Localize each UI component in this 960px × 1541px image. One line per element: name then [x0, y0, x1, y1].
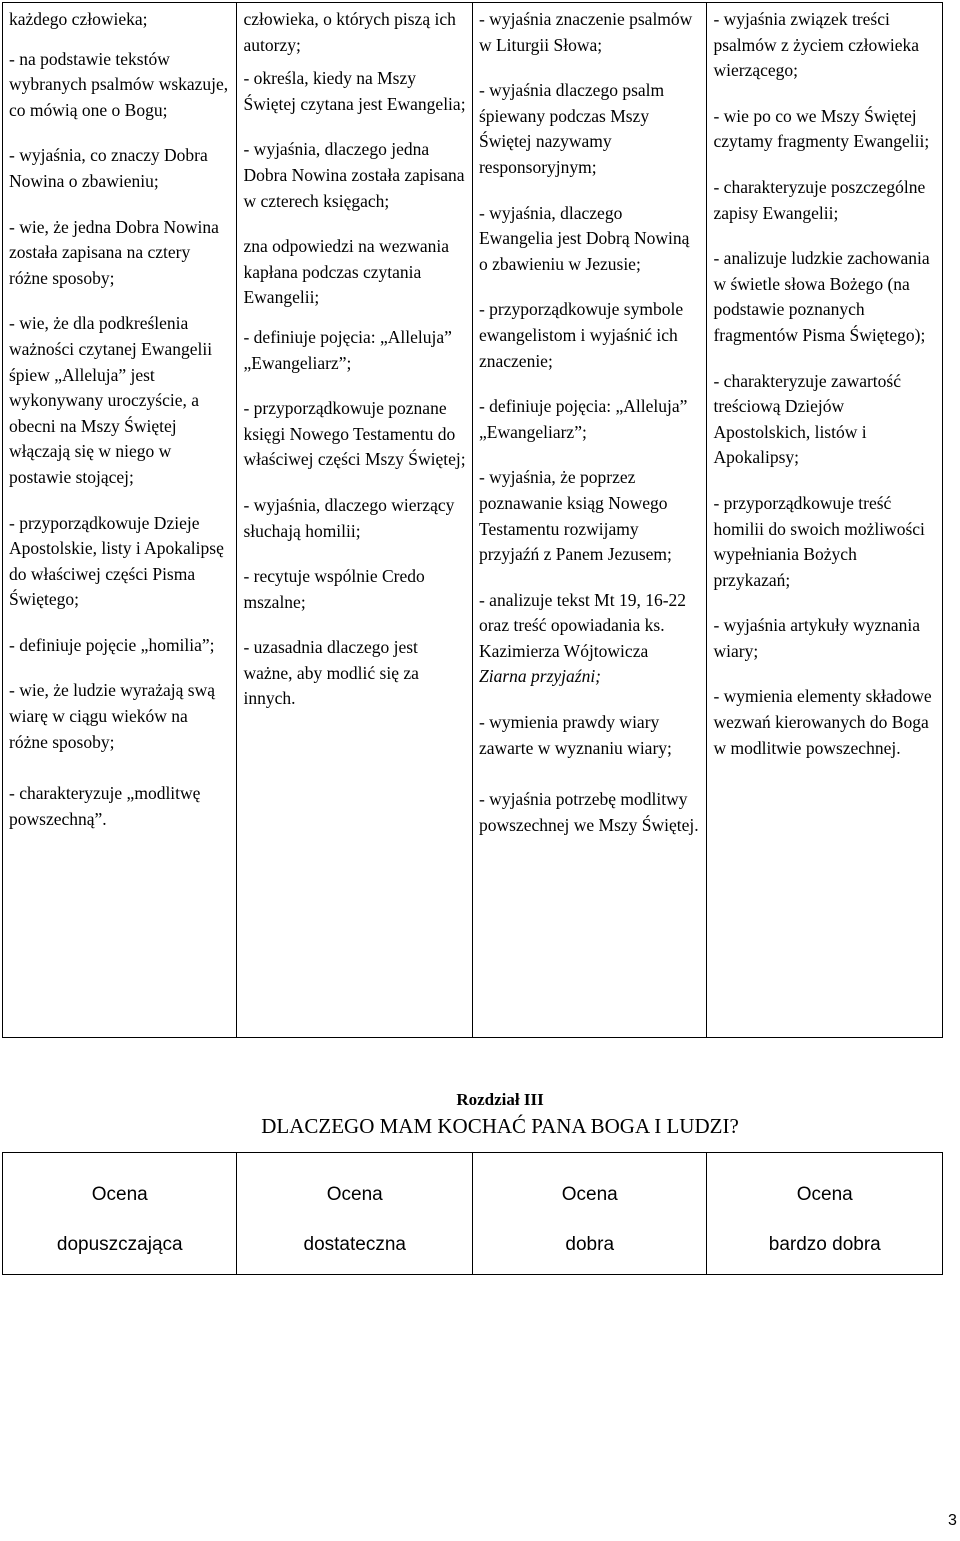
chapter-title: DLACZEGO MAM KOCHAĆ PANA BOGA I LUDZI? — [261, 1114, 739, 1138]
list-item: - wyjaśnia, dlaczego wierzący słuchają homilii; — [243, 494, 455, 541]
list-item: - wie, że ludzie wyrażają swą wiarę w ciągu wieków na różne sposoby; — [9, 680, 216, 752]
grade-header-cell — [237, 1153, 473, 1275]
list-item: - przyporządkowuje poznane księgi Nowego Testamentu do właściwej części Mszy Świętej; — [243, 398, 466, 470]
list-item: - wyjaśnia artykuły wyznania wiary; — [713, 615, 920, 661]
italic-title: Ziarna przyjaźni; — [478, 666, 602, 687]
list-item: - wyjaśnia, co znaczy Dobra Nowina o zbawieniu; — [9, 145, 208, 191]
grade-name: dostateczna — [303, 1234, 406, 1255]
list-item: - charakteryzuje „modlitwę powszechną”. — [9, 783, 201, 829]
list-item: - wymienia prawdy wiary zawarte w wyznaniu wiary; — [478, 712, 672, 758]
list-item: - recytuje wspólnie Credo mszalne; — [243, 566, 425, 612]
grade-name: bardzo dobra — [768, 1234, 881, 1255]
grade-label: Ocena — [561, 1184, 618, 1205]
list-item: człowieka, o których piszą ich autorzy; — [243, 9, 456, 55]
requirements-table — [2, 2, 943, 1038]
list-item: - analizuje ludzkie zachowania w świetle słowa Bożego (na podstawie poznanych fragmentów Pisma Świętego); — [713, 248, 930, 345]
list-item: - charakteryzuje poszczególne zapisy Ewangelii; — [713, 176, 926, 223]
column-dostateczna — [237, 3, 473, 1038]
list-item: - wie, że jedna Dobra Nowina została zapisana na cztery różne sposoby; — [9, 216, 219, 288]
page-number: 3 — [948, 1512, 957, 1529]
list-item: - na podstawie tekstów wybranych psalmów wskazuje, co mówią one o Bogu; — [9, 48, 229, 120]
list-item: każdego człowieka; — [9, 9, 148, 29]
list-item: - wyjaśnia, dlaczego Ewangelia jest Dobrą Nowiną o zbawieniu w Jezusie; — [478, 202, 690, 274]
grade-header-cell — [472, 1153, 706, 1275]
list-item: - wyjaśnia znaczenie psalmów w Liturgii Słowa; — [478, 9, 693, 55]
list-item: - wyjaśnia, dlaczego jedna Dobra Nowina została zapisana w czterech księgach; — [243, 139, 465, 211]
list-item: zna odpowiedzi na wezwania kapłana podczas czytania Ewangelii; — [243, 236, 450, 308]
column-bardzo-dobra — [707, 3, 943, 1038]
list-item: - wie po co we Mszy Świętej czytamy fragmenty Ewangelii; — [713, 105, 930, 152]
list-item: - uzasadnia dlaczego jest ważne, aby modlić się za innych. — [243, 637, 419, 709]
chapter-label: Rozdział III — [456, 1090, 544, 1109]
list-item: - wyjaśnia związek treści psalmów z życiem człowieka wierzącego; — [713, 9, 920, 81]
grade-label: Ocena — [326, 1184, 383, 1205]
table-row — [3, 1153, 943, 1275]
grade-label: Ocena — [796, 1184, 853, 1205]
list-item: - definiuje pojęcia: „Alleluja” „Ewangeliarz”; — [478, 396, 688, 442]
grades-table — [2, 1152, 943, 1275]
grade-label: Ocena — [91, 1184, 148, 1205]
list-item: - przyporządkowuje symbole ewangelistom i wyjaśnić ich znaczenie; — [478, 299, 684, 371]
list-item: - określa, kiedy na Mszy Świętej czytana jest Ewangelia; — [243, 68, 466, 114]
list-item: - analizuje tekst Mt 19, 16-22 oraz treść opowiadania ks. Kazimierza Wójtowicza — [478, 589, 687, 661]
list-item: - wie, że dla podkreślenia ważności czytanej Ewangelii śpiew „Alleluja” jest wykonywany uroczyście, a obecni na Mszy Świętej włączają się w niego w postawie stojącej; — [9, 313, 213, 487]
chapter-heading — [0, 1088, 960, 1140]
grade-name: dobra — [565, 1234, 615, 1255]
list-item: - przyporządkowuje Dzieje Apostolskie, listy i Apokalipsę do właściwej części Pisma Świętego; — [9, 512, 224, 610]
list-item — [479, 664, 700, 690]
list-item: - charakteryzuje zawartość treściową Dziejów Apostolskich, listów i Apokalipsy; — [713, 370, 901, 468]
list-item: - wymienia elementy składowe wezwań kierowanych do Boga w modlitwie powszechnej. — [713, 686, 932, 758]
list-item: - definiuje pojęcie „homilia”; — [9, 634, 215, 655]
list-item: - wyjaśnia dlaczego psalm śpiewany podczas Mszy Świętej nazywamy responsoryjnym; — [478, 80, 665, 177]
list-item: - definiuje pojęcia: „Alleluja” „Ewangeliarz”; — [243, 326, 452, 373]
grade-header-cell — [3, 1153, 237, 1275]
column-dobra — [472, 3, 706, 1038]
list-item: - wyjaśnia potrzebę modlitwy powszechnej we Mszy Świętej. — [478, 789, 699, 835]
table-row — [3, 3, 943, 1038]
column-dopuszczajaca — [3, 3, 237, 1038]
grade-header-cell — [707, 1153, 943, 1275]
list-item: - wyjaśnia, że poprzez poznawanie ksiąg Nowego Testamentu rozwijamy przyjaźń z Panem Jezusem; — [478, 467, 672, 565]
grade-name: dopuszczająca — [56, 1234, 183, 1255]
list-item: - przyporządkowuje treść homilii do swoich możliwości wypełniania Bożych przykazań; — [713, 492, 925, 590]
